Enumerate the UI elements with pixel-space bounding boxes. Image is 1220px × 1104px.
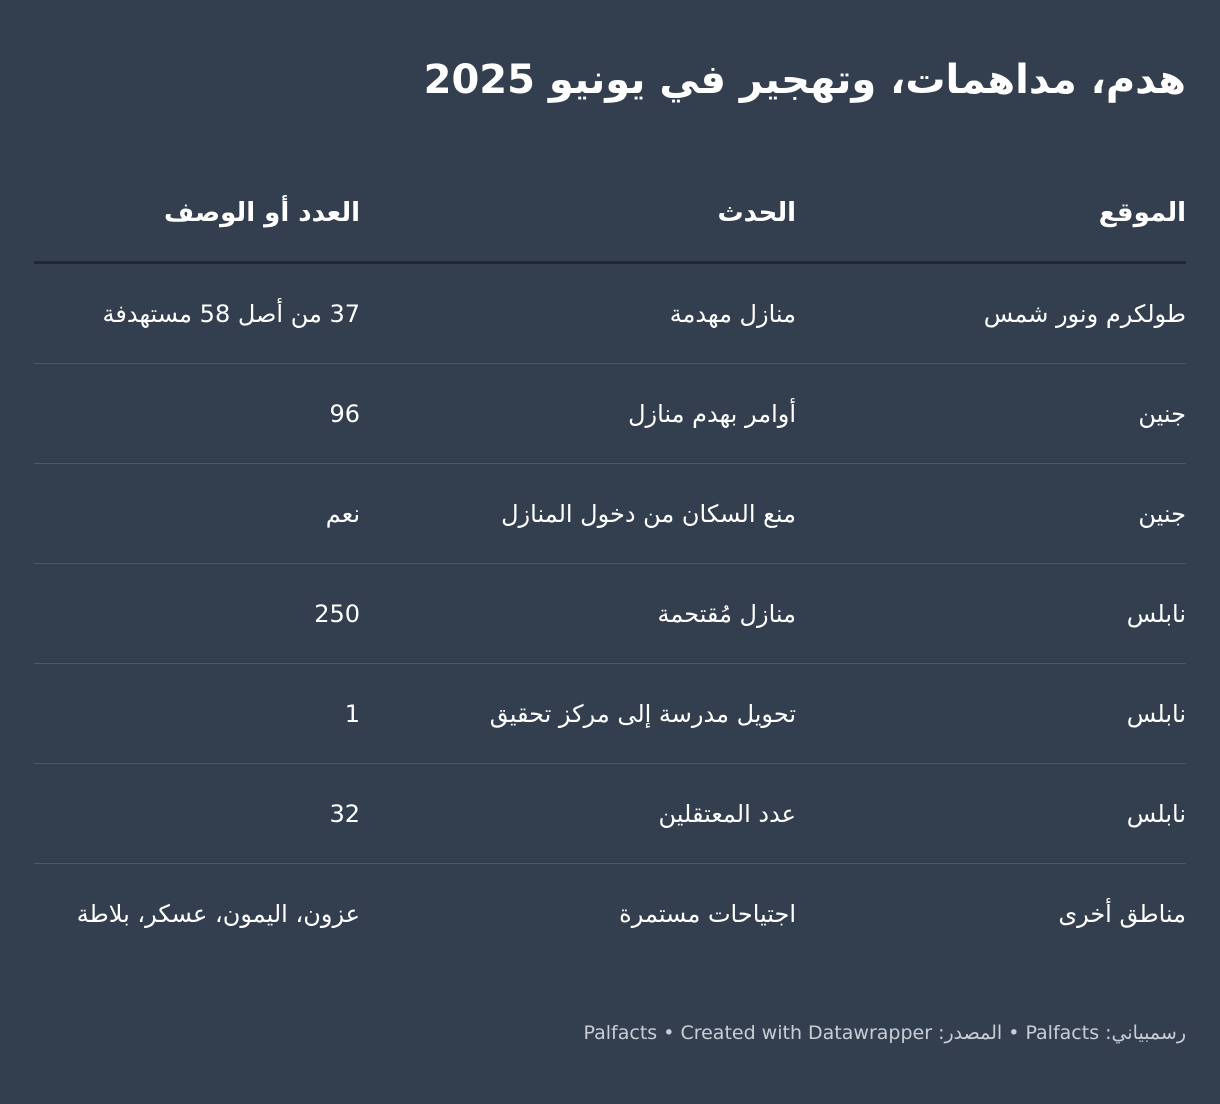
cell-event: أوامر بهدم منازل xyxy=(360,364,796,464)
cell-value: 32 xyxy=(34,764,360,864)
table-row xyxy=(34,664,1186,764)
cell-event: منع السكان من دخول المنازل xyxy=(360,464,796,564)
cell-event: منازل مهدمة xyxy=(360,263,796,364)
cell-value: 37 من أصل 58 مستهدفة xyxy=(34,263,360,364)
column-header-location: الموقع xyxy=(796,165,1186,263)
cell-location: جنين xyxy=(796,464,1186,564)
chart-title: هدم، مداهمات، وتهجير في يونيو 2025 xyxy=(423,57,1186,103)
cell-value: 96 xyxy=(34,364,360,464)
cell-event: عدد المعتقلين xyxy=(360,764,796,864)
cell-location: نابلس xyxy=(796,564,1186,664)
header-row xyxy=(34,165,1186,263)
table-row xyxy=(34,263,1186,364)
cell-location: جنين xyxy=(796,364,1186,464)
cell-value: نعم xyxy=(34,464,360,564)
cell-location: مناطق أخرى xyxy=(1058,899,1186,928)
cell-location: نابلس xyxy=(796,764,1186,864)
column-header-event: الحدث xyxy=(360,165,796,263)
chart-footer: رسمبياني: Palfacts • المصدر: Palfacts • Created with Datawrapper xyxy=(583,1022,1186,1044)
cell-value: 250 xyxy=(34,564,360,664)
chart-container xyxy=(34,0,1186,1104)
table-row xyxy=(34,864,1186,964)
table-row xyxy=(34,464,1186,564)
column-header-value: العدد أو الوصف xyxy=(34,165,360,263)
cell-event: تحويل مدرسة إلى مركز تحقيق xyxy=(360,664,796,764)
cell-event: اجتياحات مستمرة xyxy=(619,899,796,928)
cell-location: نابلس xyxy=(796,664,1186,764)
data-table xyxy=(34,165,1186,963)
cell-value: عزون، اليمون، عسكر، بلاطة xyxy=(76,899,360,928)
cell-value: 1 xyxy=(34,664,360,764)
table-row xyxy=(34,364,1186,464)
cell-location: طولكرم ونور شمس xyxy=(796,263,1186,364)
cell-event: منازل مُقتحمة xyxy=(360,564,796,664)
table-row xyxy=(34,764,1186,864)
table-row xyxy=(34,564,1186,664)
